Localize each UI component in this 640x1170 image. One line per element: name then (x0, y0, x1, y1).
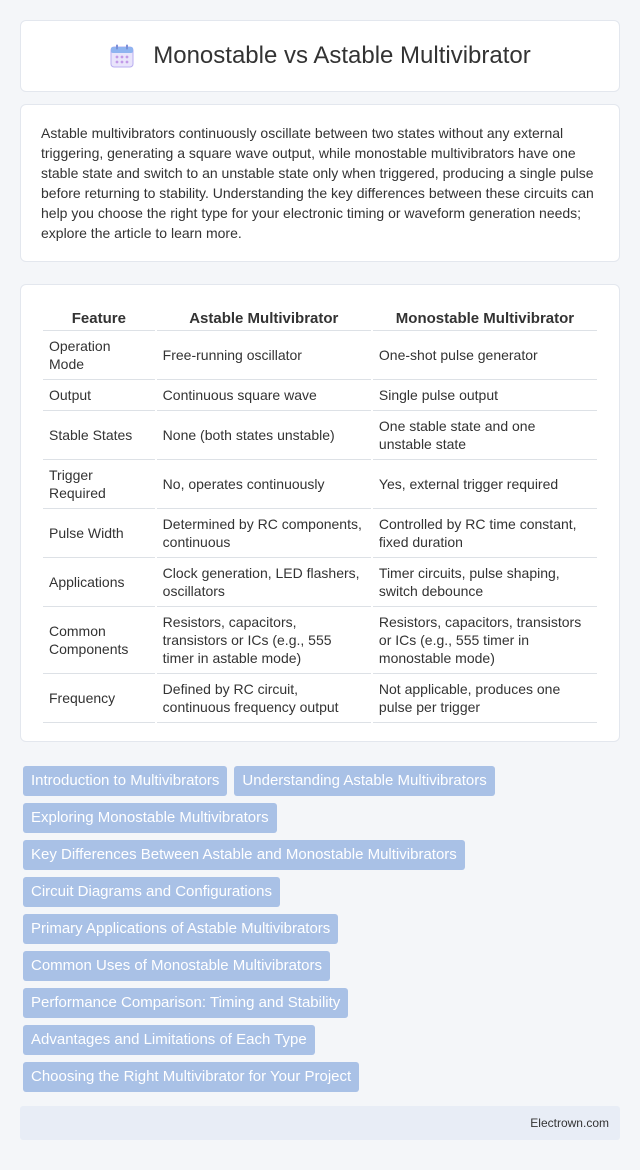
table-cell: Resistors, capacitors, transistors or ICs (e.g., 555 timer in monostable mode) (373, 607, 597, 674)
table-row (43, 558, 597, 607)
table-cell: Operation Mode (43, 331, 155, 380)
header-card (20, 20, 620, 92)
table-cell: Determined by RC components, continuous (157, 509, 371, 558)
footer (20, 1106, 620, 1140)
table-cell: Resistors, capacitors, transistors or ICs (e.g., 555 timer in astable mode) (157, 607, 371, 674)
table-header-monostable: Monostable Multivibrator (373, 303, 597, 331)
nav-link-circuit-diagrams[interactable]: Circuit Diagrams and Configurations (23, 877, 280, 907)
table-cell: Trigger Required (43, 460, 155, 509)
table-cell: One-shot pulse generator (373, 331, 597, 380)
table-cell: Yes, external trigger required (373, 460, 597, 509)
table-row (43, 411, 597, 460)
nav-link-astable-applications[interactable]: Primary Applications of Astable Multivibrators (23, 914, 338, 944)
table-cell: Not applicable, produces one pulse per trigger (373, 674, 597, 723)
nav-link-introduction[interactable]: Introduction to Multivibrators (23, 766, 227, 796)
table-cell: Continuous square wave (157, 380, 371, 411)
comparison-table (41, 303, 599, 723)
table-header-feature: Feature (43, 303, 155, 331)
calendar-icon (109, 43, 135, 69)
nav-link-performance[interactable]: Performance Comparison: Timing and Stability (23, 988, 348, 1018)
nav-link-monostable[interactable]: Exploring Monostable Multivibrators (23, 803, 277, 833)
table-row (43, 380, 597, 411)
page-title: Monostable vs Astable Multivibrator (153, 42, 531, 69)
table-cell: Pulse Width (43, 509, 155, 558)
table-cell: No, operates continuously (157, 460, 371, 509)
intro-card (20, 104, 620, 262)
table-cell: Single pulse output (373, 380, 597, 411)
table-cell: Timer circuits, pulse shaping, switch debounce (373, 558, 597, 607)
footer-site-name: Electrown.com (530, 1116, 609, 1130)
table-header-astable: Astable Multivibrator (157, 303, 371, 331)
table-row (43, 509, 597, 558)
nav-link-key-differences[interactable]: Key Differences Between Astable and Monostable Multivibrators (23, 840, 465, 870)
intro-text: Astable multivibrators continuously oscillate between two states without any external triggering, generating a square wave output, while monostable multivibrators have one stable state and switch to an unstable state only when triggered, producing a single pulse before returning to stability. Understanding the key differences between these circuits can help you choose the right type for your electronic timing or waveform generation needs; explore the article to learn more. (41, 125, 594, 241)
nav-link-monostable-uses[interactable]: Common Uses of Monostable Multivibrators (23, 951, 330, 981)
nav-link-choosing[interactable]: Choosing the Right Multivibrator for Your Project (23, 1062, 359, 1092)
table-cell: Common Components (43, 607, 155, 674)
table-cell: Stable States (43, 411, 155, 460)
table-cell: Clock generation, LED flashers, oscillators (157, 558, 371, 607)
table-cell: None (both states unstable) (157, 411, 371, 460)
table-cell: Controlled by RC time constant, fixed duration (373, 509, 597, 558)
table-row (43, 331, 597, 380)
article-nav (23, 766, 623, 1099)
nav-link-advantages[interactable]: Advantages and Limitations of Each Type (23, 1025, 315, 1055)
table-cell: Output (43, 380, 155, 411)
table-cell: Defined by RC circuit, continuous frequency output (157, 674, 371, 723)
table-cell: One stable state and one unstable state (373, 411, 597, 460)
table-row (43, 607, 597, 674)
table-cell: Free-running oscillator (157, 331, 371, 380)
nav-link-astable[interactable]: Understanding Astable Multivibrators (234, 766, 494, 796)
table-header-row (43, 303, 597, 331)
table-cell: Frequency (43, 674, 155, 723)
table-row (43, 674, 597, 723)
comparison-table-card (20, 284, 620, 742)
table-row (43, 460, 597, 509)
table-cell: Applications (43, 558, 155, 607)
